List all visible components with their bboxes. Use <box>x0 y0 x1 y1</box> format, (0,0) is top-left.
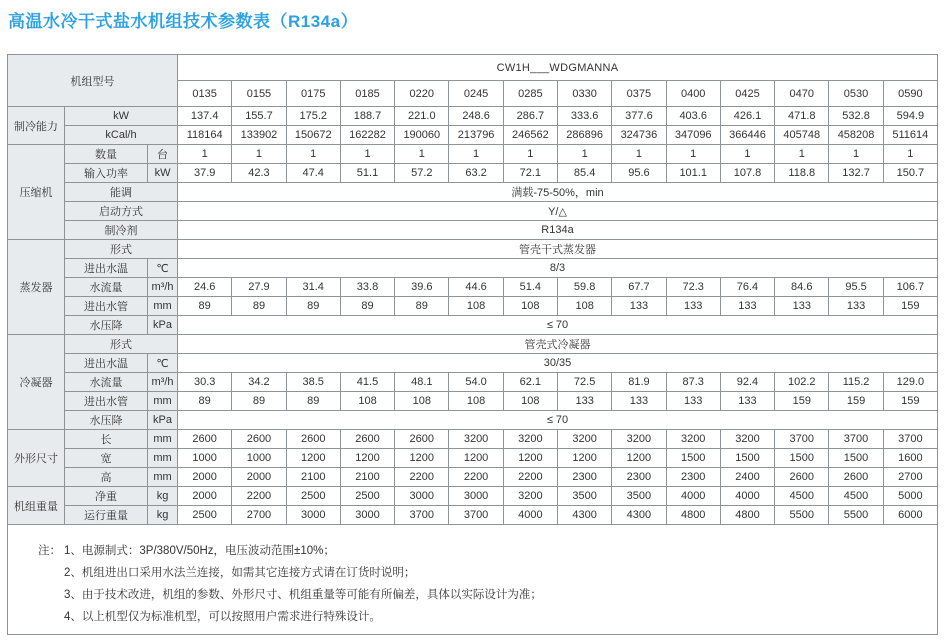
cell-value: 3500 <box>558 487 612 506</box>
note-item: 2、机组进出口采用水法兰连接，如需其它连接方式请在订货时说明； <box>64 567 416 579</box>
row-label: 启动方式 <box>65 202 178 221</box>
cell-value: 30.3 <box>178 373 232 392</box>
cell-value: 87.3 <box>666 373 720 392</box>
row-label: 形式 <box>65 335 178 354</box>
cell-value: 5000 <box>883 487 937 506</box>
row-unit: kPa <box>148 411 178 430</box>
page-title: 高温水冷干式盐水机组技术参数表（R134a） <box>8 12 359 31</box>
row-unit: kW <box>148 164 178 183</box>
cell-value: 2700 <box>883 468 937 487</box>
table-header-row-series <box>8 55 938 81</box>
cell-value: 2000 <box>232 468 286 487</box>
row-label: 数量 <box>65 145 148 164</box>
cell-value: 511614 <box>883 126 937 145</box>
cell-span-value: 管壳干式蒸发器 <box>178 240 938 259</box>
cell-value: 286.7 <box>503 107 557 126</box>
row-label: 形式 <box>65 240 178 259</box>
table-row <box>8 411 938 430</box>
cell-value: 1200 <box>395 449 449 468</box>
cell-value: 246562 <box>503 126 557 145</box>
cell-value: 133 <box>666 297 720 316</box>
cell-value: 213796 <box>449 126 503 145</box>
model-number: 0375 <box>612 81 666 107</box>
cell-value: 324736 <box>612 126 666 145</box>
cell-value: 63.2 <box>449 164 503 183</box>
model-number: 0185 <box>340 81 394 107</box>
cell-value: 1 <box>232 145 286 164</box>
spec-table-body <box>8 55 938 525</box>
cell-value: 24.6 <box>178 278 232 297</box>
table-row <box>8 392 938 411</box>
cell-value: 3700 <box>829 430 883 449</box>
model-number: 0135 <box>178 81 232 107</box>
cell-value: 1200 <box>286 449 340 468</box>
table-row <box>8 202 938 221</box>
note-item: 3、由于技术改进，机组的参数、外形尺寸、机组重量等可能有所偏差，具体以实际设计为准； <box>64 589 542 601</box>
notes <box>7 525 938 635</box>
cell-value: 2500 <box>178 506 232 525</box>
cell-value: 81.9 <box>612 373 666 392</box>
row-label: 输入功率 <box>65 164 148 183</box>
cell-value: 1 <box>612 145 666 164</box>
cell-value: 37.9 <box>178 164 232 183</box>
row-label: 进出水管 <box>65 297 148 316</box>
cell-value: 3200 <box>720 430 774 449</box>
cell-value: 3500 <box>612 487 666 506</box>
cell-value: 188.7 <box>340 107 394 126</box>
notes-prefix: 注： <box>38 545 61 557</box>
spec-table <box>7 54 938 525</box>
cell-value: 2600 <box>775 468 829 487</box>
cell-value: 405748 <box>775 126 829 145</box>
cell-value: 92.4 <box>720 373 774 392</box>
cell-value: 333.6 <box>558 107 612 126</box>
cell-value: 2100 <box>286 468 340 487</box>
note-item: 1、电源制式：3P/380V/50Hz，电压波动范围±10%； <box>64 545 335 557</box>
cell-value: 1000 <box>232 449 286 468</box>
row-unit: kPa <box>148 316 178 335</box>
model-number: 0400 <box>666 81 720 107</box>
cell-value: 51.1 <box>340 164 394 183</box>
cell-value: 72.1 <box>503 164 557 183</box>
cell-value: 84.6 <box>775 278 829 297</box>
cell-value: 132.7 <box>829 164 883 183</box>
row-unit: 台 <box>148 145 178 164</box>
table-row <box>8 164 938 183</box>
cell-value: 3000 <box>340 506 394 525</box>
row-label: 水流量 <box>65 278 148 297</box>
row-label: kW <box>65 107 178 126</box>
cell-value: 47.4 <box>286 164 340 183</box>
cell-value: 221.0 <box>395 107 449 126</box>
cell-value: 2100 <box>340 468 394 487</box>
cell-span-value: ≤ 70 <box>178 411 938 430</box>
table-row <box>8 126 938 145</box>
cell-value: 3700 <box>395 506 449 525</box>
cell-value: 3000 <box>286 506 340 525</box>
cell-value: 2300 <box>666 468 720 487</box>
cell-span-value: 8/3 <box>178 259 938 278</box>
cell-value: 89 <box>395 297 449 316</box>
cell-value: 4500 <box>829 487 883 506</box>
series-header: CW1H___WDGMANNA <box>178 55 938 81</box>
cell-value: 2000 <box>178 468 232 487</box>
table-row <box>8 354 938 373</box>
cell-value: 72.5 <box>558 373 612 392</box>
cell-value: 150672 <box>286 126 340 145</box>
cell-value: 107.8 <box>720 164 774 183</box>
row-unit: mm <box>148 392 178 411</box>
section-label: 外形尺寸 <box>8 430 65 487</box>
cell-value: 1 <box>558 145 612 164</box>
row-label: 能调 <box>65 183 178 202</box>
cell-value: 2500 <box>340 487 394 506</box>
cell-value: 118.8 <box>775 164 829 183</box>
row-label: 运行重量 <box>65 506 148 525</box>
cell-value: 403.6 <box>666 107 720 126</box>
table-row <box>8 449 938 468</box>
cell-span-value: 满载-75-50%，min <box>178 183 938 202</box>
cell-value: 1000 <box>178 449 232 468</box>
row-label: 制冷剂 <box>65 221 178 240</box>
cell-value: 108 <box>449 392 503 411</box>
cell-value: 2200 <box>503 468 557 487</box>
cell-value: 3200 <box>558 430 612 449</box>
cell-value: 89 <box>178 392 232 411</box>
model-number: 0425 <box>720 81 774 107</box>
cell-value: 3700 <box>449 506 503 525</box>
cell-value: 4800 <box>666 506 720 525</box>
model-number: 0590 <box>883 81 937 107</box>
cell-value: 41.5 <box>340 373 394 392</box>
cell-value: 2300 <box>558 468 612 487</box>
row-label: 进出水温 <box>65 259 148 278</box>
cell-value: 54.0 <box>449 373 503 392</box>
table-row <box>8 335 938 354</box>
cell-value: 5500 <box>829 506 883 525</box>
cell-value: 159 <box>883 297 937 316</box>
cell-value: 2700 <box>232 506 286 525</box>
cell-value: 48.1 <box>395 373 449 392</box>
cell-value: 3200 <box>666 430 720 449</box>
cell-value: 286896 <box>558 126 612 145</box>
cell-value: 4500 <box>775 487 829 506</box>
cell-value: 1 <box>829 145 883 164</box>
cell-value: 62.1 <box>503 373 557 392</box>
cell-value: 67.7 <box>612 278 666 297</box>
note-item: 4、以上机型仅为标准机型，可以按照用户需求进行特殊设计。 <box>64 611 381 623</box>
cell-value: 51.4 <box>503 278 557 297</box>
cell-value: 108 <box>449 297 503 316</box>
row-unit: mm <box>148 468 178 487</box>
row-unit: kg <box>148 506 178 525</box>
cell-value: 108 <box>395 392 449 411</box>
cell-value: 133 <box>829 297 883 316</box>
row-label: 高 <box>65 468 148 487</box>
cell-value: 95.6 <box>612 164 666 183</box>
cell-value: 133 <box>558 392 612 411</box>
cell-value: 4300 <box>612 506 666 525</box>
model-number: 0470 <box>775 81 829 107</box>
cell-value: 159 <box>829 392 883 411</box>
cell-span-value: 管壳式冷凝器 <box>178 335 938 354</box>
cell-span-value: R134a <box>178 221 938 240</box>
cell-value: 44.6 <box>449 278 503 297</box>
cell-value: 133 <box>720 392 774 411</box>
cell-value: 1 <box>666 145 720 164</box>
cell-value: 133902 <box>232 126 286 145</box>
cell-value: 1 <box>449 145 503 164</box>
cell-value: 102.2 <box>775 373 829 392</box>
notes-list <box>64 540 927 634</box>
cell-span-value: Y/△ <box>178 202 938 221</box>
model-number: 0330 <box>558 81 612 107</box>
row-unit: kg <box>148 487 178 506</box>
cell-value: 31.4 <box>286 278 340 297</box>
model-number: 0175 <box>286 81 340 107</box>
cell-value: 89 <box>340 297 394 316</box>
cell-value: 162282 <box>340 126 394 145</box>
row-unit: mm <box>148 297 178 316</box>
cell-value: 3200 <box>503 487 557 506</box>
cell-value: 89 <box>232 297 286 316</box>
spec-sheet <box>7 54 938 638</box>
row-unit: m³/h <box>148 278 178 297</box>
cell-value: 85.4 <box>558 164 612 183</box>
cell-value: 1 <box>340 145 394 164</box>
cell-value: 3000 <box>395 487 449 506</box>
row-label: kCal/h <box>65 126 178 145</box>
cell-value: 2600 <box>286 430 340 449</box>
cell-value: 2500 <box>286 487 340 506</box>
cell-value: 2600 <box>829 468 883 487</box>
table-row <box>8 240 938 259</box>
cell-value: 1 <box>395 145 449 164</box>
table-row <box>8 506 938 525</box>
row-label: 水压降 <box>65 411 148 430</box>
cell-value: 594.9 <box>883 107 937 126</box>
cell-span-value: 30/35 <box>178 354 938 373</box>
cell-value: 2400 <box>720 468 774 487</box>
cell-value: 1500 <box>666 449 720 468</box>
cell-value: 2600 <box>232 430 286 449</box>
cell-value: 248.6 <box>449 107 503 126</box>
row-label: 长 <box>65 430 148 449</box>
cell-value: 129.0 <box>883 373 937 392</box>
row-label: 进出水管 <box>65 392 148 411</box>
cell-value: 2300 <box>612 468 666 487</box>
cell-value: 89 <box>286 297 340 316</box>
cell-value: 426.1 <box>720 107 774 126</box>
table-row <box>8 221 938 240</box>
cell-value: 2200 <box>232 487 286 506</box>
cell-value: 38.5 <box>286 373 340 392</box>
cell-value: 6000 <box>883 506 937 525</box>
cell-value: 1 <box>286 145 340 164</box>
cell-value: 155.7 <box>232 107 286 126</box>
cell-span-value: ≤ 70 <box>178 316 938 335</box>
model-number: 0245 <box>449 81 503 107</box>
cell-value: 89 <box>232 392 286 411</box>
row-unit: mm <box>148 430 178 449</box>
cell-value: 3700 <box>883 430 937 449</box>
cell-value: 4000 <box>720 487 774 506</box>
table-row <box>8 468 938 487</box>
cell-value: 59.8 <box>558 278 612 297</box>
section-label: 压缩机 <box>8 145 65 240</box>
model-number: 0285 <box>503 81 557 107</box>
cell-value: 4800 <box>720 506 774 525</box>
cell-value: 1200 <box>503 449 557 468</box>
corner-label: 机组型号 <box>8 55 178 107</box>
cell-value: 3700 <box>775 430 829 449</box>
cell-value: 3200 <box>612 430 666 449</box>
cell-value: 2600 <box>178 430 232 449</box>
cell-value: 3200 <box>503 430 557 449</box>
cell-value: 5500 <box>775 506 829 525</box>
cell-value: 33.8 <box>340 278 394 297</box>
table-row <box>8 278 938 297</box>
cell-value: 42.3 <box>232 164 286 183</box>
cell-value: 2600 <box>395 430 449 449</box>
row-label: 进出水温 <box>65 354 148 373</box>
row-label: 水流量 <box>65 373 148 392</box>
cell-value: 108 <box>503 392 557 411</box>
cell-value: 57.2 <box>395 164 449 183</box>
cell-value: 1 <box>883 145 937 164</box>
cell-value: 115.2 <box>829 373 883 392</box>
cell-value: 1 <box>720 145 774 164</box>
table-row <box>8 107 938 126</box>
row-unit: ℃ <box>148 259 178 278</box>
cell-value: 108 <box>340 392 394 411</box>
cell-value: 4000 <box>503 506 557 525</box>
cell-value: 133 <box>720 297 774 316</box>
cell-value: 2200 <box>395 468 449 487</box>
cell-value: 4300 <box>558 506 612 525</box>
table-row <box>8 297 938 316</box>
cell-value: 1200 <box>612 449 666 468</box>
cell-value: 1500 <box>720 449 774 468</box>
cell-value: 1500 <box>775 449 829 468</box>
row-label: 宽 <box>65 449 148 468</box>
cell-value: 39.6 <box>395 278 449 297</box>
cell-value: 133 <box>666 392 720 411</box>
model-number: 0530 <box>829 81 883 107</box>
table-row <box>8 259 938 278</box>
cell-value: 89 <box>286 392 340 411</box>
cell-value: 175.2 <box>286 107 340 126</box>
cell-value: 190060 <box>395 126 449 145</box>
cell-value: 377.6 <box>612 107 666 126</box>
cell-value: 106.7 <box>883 278 937 297</box>
table-row <box>8 183 938 202</box>
cell-value: 1 <box>775 145 829 164</box>
cell-value: 532.8 <box>829 107 883 126</box>
cell-value: 2600 <box>340 430 394 449</box>
cell-value: 159 <box>775 392 829 411</box>
cell-value: 4000 <box>666 487 720 506</box>
cell-value: 1600 <box>883 449 937 468</box>
table-row <box>8 487 938 506</box>
cell-value: 34.2 <box>232 373 286 392</box>
cell-value: 2000 <box>178 487 232 506</box>
cell-value: 150.7 <box>883 164 937 183</box>
cell-value: 3200 <box>449 430 503 449</box>
cell-value: 133 <box>612 392 666 411</box>
cell-value: 27.9 <box>232 278 286 297</box>
row-label: 水压降 <box>65 316 148 335</box>
cell-value: 89 <box>178 297 232 316</box>
table-row <box>8 316 938 335</box>
cell-value: 3000 <box>449 487 503 506</box>
cell-value: 76.4 <box>720 278 774 297</box>
cell-value: 133 <box>612 297 666 316</box>
cell-value: 72.3 <box>666 278 720 297</box>
cell-value: 471.8 <box>775 107 829 126</box>
model-number: 0220 <box>395 81 449 107</box>
section-label: 机组重量 <box>8 487 65 525</box>
cell-value: 1 <box>178 145 232 164</box>
section-label: 蒸发器 <box>8 240 65 335</box>
cell-value: 1200 <box>558 449 612 468</box>
cell-value: 108 <box>503 297 557 316</box>
cell-value: 1200 <box>449 449 503 468</box>
cell-value: 118164 <box>178 126 232 145</box>
row-label: 净重 <box>65 487 148 506</box>
cell-value: 347096 <box>666 126 720 145</box>
table-row <box>8 373 938 392</box>
cell-value: 137.4 <box>178 107 232 126</box>
model-number: 0155 <box>232 81 286 107</box>
row-unit: ℃ <box>148 354 178 373</box>
cell-value: 159 <box>883 392 937 411</box>
cell-value: 2200 <box>449 468 503 487</box>
cell-value: 366446 <box>720 126 774 145</box>
cell-value: 133 <box>775 297 829 316</box>
cell-value: 101.1 <box>666 164 720 183</box>
section-label: 冷凝器 <box>8 335 65 430</box>
cell-value: 108 <box>558 297 612 316</box>
cell-value: 95.5 <box>829 278 883 297</box>
cell-value: 1 <box>503 145 557 164</box>
row-unit: mm <box>148 449 178 468</box>
cell-value: 458208 <box>829 126 883 145</box>
row-unit: m³/h <box>148 373 178 392</box>
cell-value: 1500 <box>829 449 883 468</box>
table-row <box>8 145 938 164</box>
table-row <box>8 430 938 449</box>
cell-value: 1200 <box>340 449 394 468</box>
section-label: 制冷能力 <box>8 107 65 145</box>
